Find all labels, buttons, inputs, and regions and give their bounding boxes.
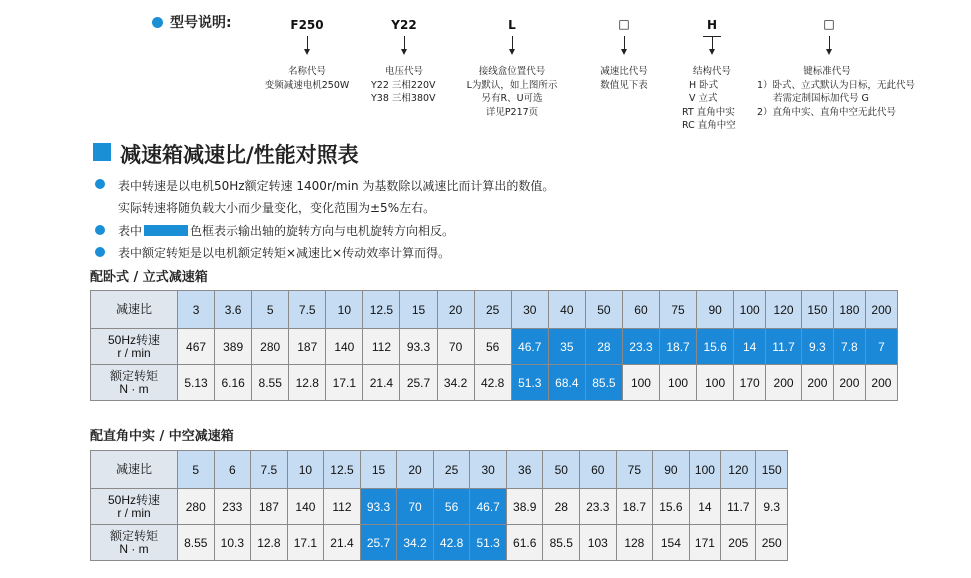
ratio-label-text: 减速比 <box>115 302 152 316</box>
torque-cell: 205 <box>721 525 756 561</box>
torque-cell: 200 <box>801 365 833 401</box>
speed-cell: 18.7 <box>616 489 653 525</box>
down-arrow-icon <box>401 49 407 55</box>
ratio-cell: 120 <box>721 451 756 489</box>
speed-cell: 28 <box>585 329 622 365</box>
arrow-line <box>624 36 625 50</box>
speed-cell: 467 <box>178 329 215 365</box>
torque-cell: 12.8 <box>251 525 288 561</box>
code-voltage: Y22 <box>391 18 417 32</box>
ratio-cell: 90 <box>653 451 690 489</box>
ratio-cell: 25 <box>433 451 470 489</box>
torque-label-line1: 额定转矩 <box>109 528 158 543</box>
ratio-cell: 6 <box>214 451 251 489</box>
speed-cell: 9.3 <box>756 489 788 525</box>
torque-cell: 85.5 <box>543 525 580 561</box>
speed-cell: 11.7 <box>766 329 802 365</box>
desc-head: 键标准代号 <box>803 66 851 77</box>
ratio-label <box>91 291 178 329</box>
note-2-prefix: 表中 <box>118 224 143 238</box>
ratio-cell: 100 <box>734 291 766 329</box>
desc-head: 接线盒位置代号 <box>478 66 546 77</box>
code-ratio: □ <box>618 17 630 31</box>
desc-voltage <box>371 65 437 106</box>
desc-line: Y38 三相380V <box>371 93 436 104</box>
torque-cell: 8.55 <box>252 365 289 401</box>
desc-line: Y22 三相220V <box>371 79 436 91</box>
ratio-row <box>91 451 788 489</box>
ratio-label <box>91 451 178 489</box>
arrow-line <box>307 36 308 50</box>
torque-label-line1: 额定转矩 <box>109 368 158 383</box>
speed-cell: 70 <box>437 329 474 365</box>
desc-line: 2）直角中实、直角中空无此代号 <box>757 106 897 118</box>
desc-head: 减速比代号 <box>600 66 648 77</box>
speed-label-line1: 50Hz转速 <box>107 492 160 507</box>
torque-cell: 25.7 <box>400 365 437 401</box>
torque-cell: 21.4 <box>363 365 400 401</box>
speed-cell: 38.9 <box>506 489 543 525</box>
code-name: F250 <box>290 18 324 32</box>
speed-label <box>91 489 178 525</box>
desc-key <box>757 65 915 119</box>
speed-cell: 23.3 <box>580 489 617 525</box>
down-arrow-icon <box>826 49 832 55</box>
ratio-cell: 10 <box>326 291 363 329</box>
torque-cell: 34.2 <box>437 365 474 401</box>
ratio-cell: 120 <box>766 291 802 329</box>
desc-head: 电压代号 <box>384 66 423 77</box>
ratio-cell: 180 <box>833 291 865 329</box>
table1 <box>90 290 898 401</box>
speed-cell: 7.8 <box>833 329 865 365</box>
torque-cell: 21.4 <box>324 525 361 561</box>
speed-cell: 46.7 <box>511 329 548 365</box>
speed-cell: 140 <box>287 489 324 525</box>
torque-cell: 68.4 <box>548 365 585 401</box>
speed-cell: 389 <box>215 329 252 365</box>
torque-cell: 200 <box>833 365 865 401</box>
down-arrow-icon <box>621 49 627 55</box>
section-square-icon <box>93 143 111 161</box>
torque-cell: 17.1 <box>287 525 324 561</box>
torque-row <box>91 365 898 401</box>
torque-cell: 200 <box>766 365 802 401</box>
torque-cell: 103 <box>580 525 617 561</box>
ratio-cell: 3.6 <box>215 291 252 329</box>
speed-cell: 187 <box>251 489 288 525</box>
desc-line: V 立式 <box>689 93 718 104</box>
arrow-line <box>712 36 713 50</box>
ratio-cell: 25 <box>474 291 511 329</box>
ratio-cell: 7.5 <box>251 451 288 489</box>
blue-box-swatch <box>144 225 188 236</box>
ratio-cell: 15 <box>400 291 437 329</box>
ratio-row <box>91 291 898 329</box>
torque-label <box>91 365 178 401</box>
structure-bar <box>703 36 721 37</box>
desc-head: 结构代号 <box>692 66 731 77</box>
speed-cell: 93.3 <box>400 329 437 365</box>
table1-title: 配卧式 / 立式减速箱 <box>90 270 208 285</box>
ratio-cell: 90 <box>697 291 734 329</box>
ratio-cell: 40 <box>548 291 585 329</box>
down-arrow-icon <box>304 49 310 55</box>
torque-cell: 100 <box>660 365 697 401</box>
ratio-cell: 5 <box>252 291 289 329</box>
torque-cell: 85.5 <box>585 365 622 401</box>
ratio-cell: 15 <box>360 451 397 489</box>
speed-cell: 70 <box>397 489 434 525</box>
speed-cell: 187 <box>289 329 326 365</box>
speed-cell: 93.3 <box>360 489 397 525</box>
table2 <box>90 450 788 561</box>
note-2-suffix: 色框表示输出轴的旋转方向与电机旋转方向相反。 <box>190 224 455 238</box>
speed-cell: 112 <box>363 329 400 365</box>
torque-label-line2: N · m <box>119 381 149 396</box>
note-1a: 表中转速是以电机50Hz额定转速 1400r/min 为基数除以减速比而计算出的数值。 <box>118 179 555 193</box>
speed-cell: 140 <box>326 329 363 365</box>
speed-cell: 23.3 <box>622 329 659 365</box>
arrow-line <box>404 36 405 50</box>
speed-cell: 280 <box>252 329 289 365</box>
torque-cell: 171 <box>689 525 721 561</box>
speed-cell: 112 <box>324 489 361 525</box>
speed-cell: 56 <box>474 329 511 365</box>
bullet-icon <box>95 247 105 257</box>
note-3: 表中额定转矩是以电机额定转矩×减速比×传动效率计算而得。 <box>118 246 451 260</box>
desc-line: 若需定制国标加代号 G <box>773 93 869 104</box>
down-arrow-icon <box>709 49 715 55</box>
desc-structure <box>682 65 742 133</box>
ratio-cell: 36 <box>506 451 543 489</box>
speed-label-line2: r / min <box>117 345 151 360</box>
ratio-cell: 12.5 <box>324 451 361 489</box>
torque-cell: 61.6 <box>506 525 543 561</box>
desc-junction <box>457 65 567 119</box>
ratio-cell: 7.5 <box>289 291 326 329</box>
ratio-cell: 60 <box>622 291 659 329</box>
note-1b: 实际转速将随负载大小而少量变化，变化范围为±5%左右。 <box>118 201 436 215</box>
speed-label-line1: 50Hz转速 <box>107 332 160 347</box>
speed-cell: 28 <box>543 489 580 525</box>
speed-cell: 9.3 <box>801 329 833 365</box>
torque-cell: 200 <box>865 365 897 401</box>
ratio-cell: 75 <box>616 451 653 489</box>
torque-cell: 25.7 <box>360 525 397 561</box>
ratio-cell: 20 <box>397 451 434 489</box>
torque-cell: 51.3 <box>470 525 507 561</box>
torque-cell: 34.2 <box>397 525 434 561</box>
code-structure: H <box>706 18 718 32</box>
desc-line: L为默认，如上图所示 <box>466 79 558 91</box>
ratio-cell: 75 <box>660 291 697 329</box>
ratio-cell: 30 <box>470 451 507 489</box>
down-arrow-icon <box>509 49 515 55</box>
ratio-cell: 100 <box>689 451 721 489</box>
speed-label <box>91 329 178 365</box>
torque-cell: 100 <box>622 365 659 401</box>
bullet-icon <box>152 17 163 28</box>
desc-name <box>261 65 353 92</box>
torque-cell: 5.13 <box>178 365 215 401</box>
section-title: 减速箱减速比/性能对照表 <box>120 143 359 167</box>
speed-label-line2: r / min <box>117 505 151 520</box>
model-title-text: 型号说明: <box>170 15 232 31</box>
ratio-cell: 30 <box>511 291 548 329</box>
ratio-cell: 150 <box>801 291 833 329</box>
torque-cell: 42.8 <box>474 365 511 401</box>
torque-cell: 128 <box>616 525 653 561</box>
ratio-cell: 20 <box>437 291 474 329</box>
ratio-cell: 200 <box>865 291 897 329</box>
torque-cell: 6.16 <box>215 365 252 401</box>
desc-line: RT 直角中实 <box>682 106 735 118</box>
desc-line: RC 直角中空 <box>682 120 736 131</box>
ratio-cell: 50 <box>543 451 580 489</box>
torque-cell: 42.8 <box>433 525 470 561</box>
ratio-cell: 150 <box>756 451 788 489</box>
desc-line: H 卧式 <box>689 79 719 91</box>
desc-line: 数值见下表 <box>600 79 648 91</box>
note-2 <box>118 222 454 239</box>
speed-row <box>91 329 898 365</box>
desc-ratio <box>592 65 656 92</box>
speed-cell: 18.7 <box>660 329 697 365</box>
speed-cell: 11.7 <box>721 489 756 525</box>
desc-line: 详见P217页 <box>485 106 539 118</box>
bullet-icon <box>95 179 105 189</box>
desc-line: 1）卧式、立式默认为日标，无此代号 <box>757 79 916 91</box>
torque-cell: 170 <box>734 365 766 401</box>
speed-cell: 14 <box>689 489 721 525</box>
bullet-icon <box>95 225 105 235</box>
desc-line: 变频减速电机250W <box>264 79 350 91</box>
torque-cell: 250 <box>756 525 788 561</box>
torque-cell: 10.3 <box>214 525 251 561</box>
desc-line: 另有R、U可选 <box>481 93 543 104</box>
speed-cell: 15.6 <box>653 489 690 525</box>
ratio-cell: 10 <box>287 451 324 489</box>
torque-cell: 51.3 <box>511 365 548 401</box>
arrow-line <box>512 36 513 50</box>
speed-row <box>91 489 788 525</box>
torque-cell: 17.1 <box>326 365 363 401</box>
torque-cell: 100 <box>697 365 734 401</box>
desc-head: 名称代号 <box>287 66 326 77</box>
torque-label <box>91 525 178 561</box>
torque-cell: 8.55 <box>178 525 215 561</box>
code-key: □ <box>823 17 835 31</box>
arrow-line <box>829 36 830 50</box>
code-junction: L <box>508 18 516 32</box>
ratio-cell: 50 <box>585 291 622 329</box>
ratio-cell: 12.5 <box>363 291 400 329</box>
speed-cell: 7 <box>865 329 897 365</box>
torque-row <box>91 525 788 561</box>
speed-cell: 46.7 <box>470 489 507 525</box>
ratio-label-text: 减速比 <box>115 462 152 476</box>
ratio-cell: 5 <box>178 451 215 489</box>
speed-cell: 233 <box>214 489 251 525</box>
speed-cell: 280 <box>178 489 215 525</box>
torque-cell: 12.8 <box>289 365 326 401</box>
speed-cell: 15.6 <box>697 329 734 365</box>
speed-cell: 14 <box>734 329 766 365</box>
ratio-cell: 60 <box>580 451 617 489</box>
ratio-cell: 3 <box>178 291 215 329</box>
model-description-title <box>152 12 232 32</box>
speed-cell: 56 <box>433 489 470 525</box>
torque-cell: 154 <box>653 525 690 561</box>
table2-title: 配直角中实 / 中空减速箱 <box>90 429 234 444</box>
speed-cell: 35 <box>548 329 585 365</box>
torque-label-line2: N · m <box>119 541 149 556</box>
